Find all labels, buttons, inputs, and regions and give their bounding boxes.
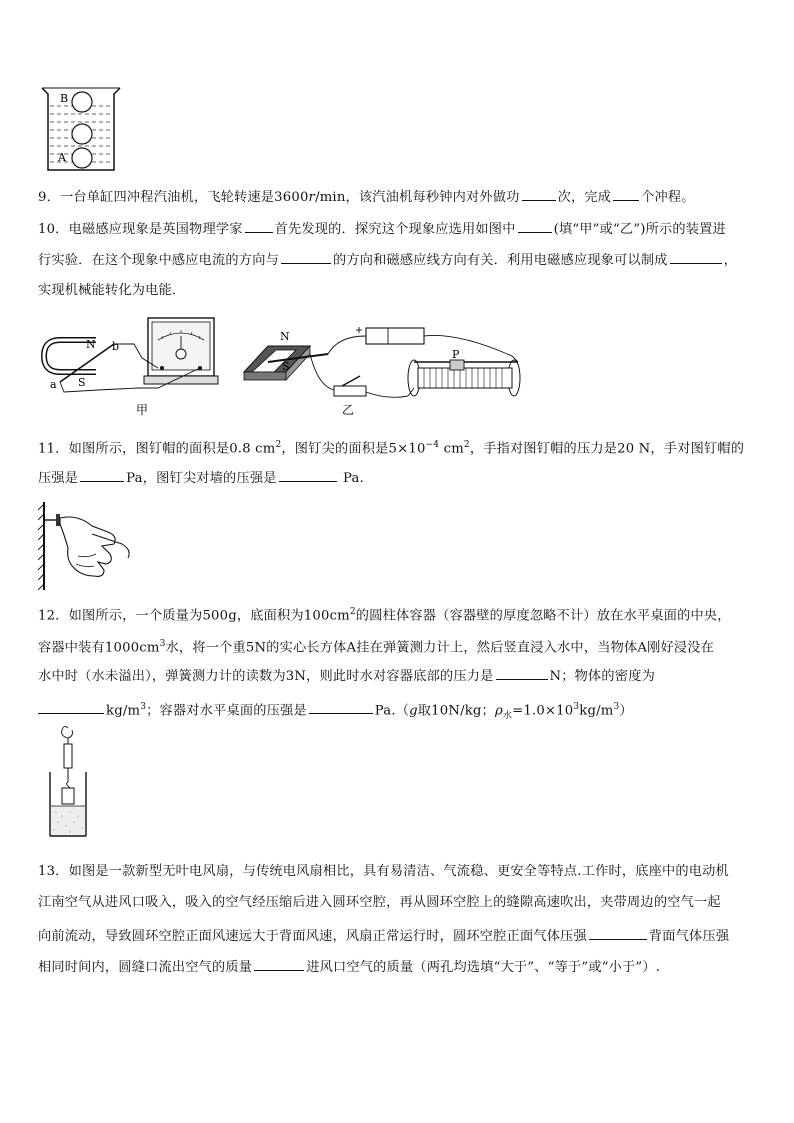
figure-yi [238,316,538,420]
label-b-wire: b [112,340,120,353]
answer-blank[interactable] [281,249,331,264]
label-s: S [78,376,86,389]
figure-jia [38,316,234,418]
question-13-line-1: 13．如图是一款新型无叶电风扇，与传统电风扇相比，具有易清洁、气流稳、更安全等特点.工作时，底座中的电动机 [38,864,729,879]
answer-blank[interactable] [245,218,273,233]
question-9: 9．一台单缸四冲程汽油机，飞轮转速是3600r/min，该汽油机每秒钟内对外做功 次，完成 个冲程。 [38,186,695,208]
hand-diagram [38,500,138,592]
question-10-line-1: 10．电磁感应现象是英国物理学家 首先发现的．探究这个现象应选用如图中 (填“甲”或“乙”)所示的装置进 [38,218,726,240]
label-a-wire: a [50,378,57,391]
answer-blank[interactable] [522,186,556,201]
label-n: N [86,338,96,351]
ball-b [72,92,92,112]
answer-blank[interactable] [518,218,552,233]
question-12-line-1: 12．如图所示，一个质量为500g，底面积为$100cm^2$的圆柱体容器（容器壁的厚度忽略不计）放在水平桌面的中央， [38,607,731,624]
beaker-diagram [38,84,122,176]
label-b: B [60,92,69,105]
spring-scale-diagram [44,724,94,842]
question-10-line-3: 实现机械能转化为电能． [38,283,186,298]
thumbtack-figure [38,500,138,592]
ball-middle [72,124,92,144]
label-s-yi: S [282,360,290,373]
question-13-line-2: 江南空气从进风口吸入，吸入的空气经压缩后进入圆环空腔，再从圆环空腔上的缝隙高速吹出，夹带周边的空气一起 [38,895,721,910]
question-12-line-4: $kg/m^3$；容器对水平桌面的压强是 Pa.（g取10N/kg；$\rho_水=1.0\times 10^3kg/m^3$） [38,697,633,726]
answer-blank[interactable] [80,467,124,482]
question-10-line-2: 行实验．在这个现象中感应电流的方向与 的方向和磁感应线方向有关．利用电磁感应现象可以制成 ， [38,249,737,271]
answer-blank[interactable] [613,186,639,201]
label-yi: 乙 [342,403,355,417]
label-a: A [58,151,66,164]
label-p: P [452,348,460,361]
yi-diagram [238,316,538,420]
answer-blank[interactable] [309,699,373,714]
ball-a [72,148,92,168]
question-11-line-1: 11．如图所示，图钉帽的面积是0.8 $cm^2$，图钉尖的面积是$5\times 10^{-4}$ $cm^2$，手指对图钉帽的压力是20 N，手对图钉帽的 [38,440,745,457]
label-n-yi: N [280,330,290,343]
question-11-line-2: 压强是 Pa，图钉尖对墙的压强是 Pa. [38,467,364,489]
answer-blank[interactable] [254,956,304,971]
question-13-line-3: 向前流动，导致圆环空腔正面风速远大于背面风速，风扇正常运行时，圆环空腔正面气体压强 背面气体压强 [38,925,729,947]
question-12-line-2: 容器中装有$1000cm^3$水，将一个重5N的实心长方体A挂在弹簧测力计上，然后竖直浸入水中，当物体A刚好浸没在 [38,639,715,656]
answer-blank[interactable] [38,699,104,714]
answer-blank[interactable] [670,249,722,264]
jia-diagram [38,316,234,418]
answer-blank[interactable] [279,467,337,482]
answer-blank[interactable] [589,925,647,940]
question-12-line-3: 水中时（水未溢出），弹簧测力计的读数为3N，则此时水对容器底部的压力是 N；物体的密度为 [38,665,655,687]
label-jia: 甲 [136,403,149,417]
beaker-figure [38,84,122,176]
answer-blank[interactable] [496,665,548,680]
question-13-line-4: 相同时间内，圆缝口流出空气的质量 进风口空气的质量（两孔均选填“大于”、“等于”或“小于”）. [38,956,660,978]
spring-scale-figure [44,724,94,842]
